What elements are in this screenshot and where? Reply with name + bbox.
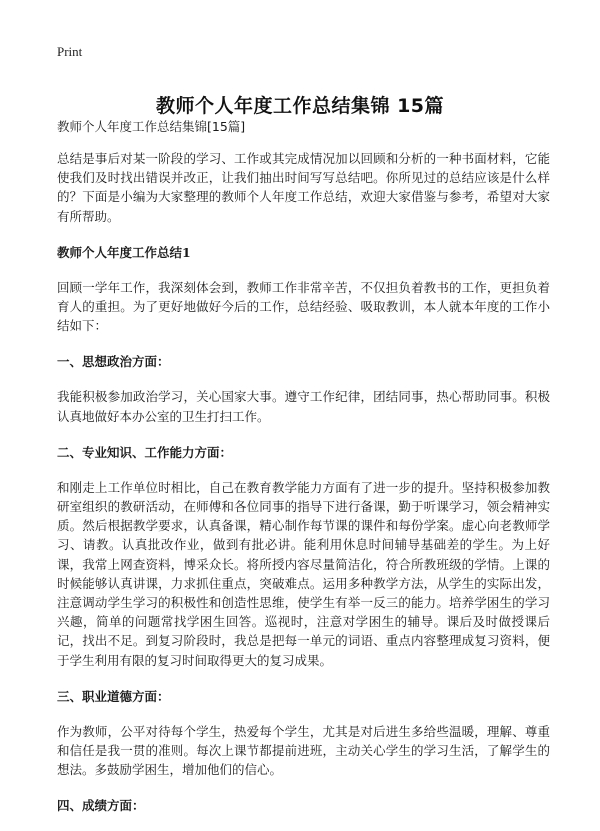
- section-intro-paragraph: 回顾一学年工作，我深刻体会到，教师工作非常辛苦，不仅担负着教书的工作，更担负着育人的重担。为了更好地做好今后的工作，总结经验、吸取教训，本人就本年度的工作小结如下：: [57, 279, 550, 334]
- print-link[interactable]: Print: [57, 44, 83, 59]
- section-title: 教师个人年度工作总结1: [57, 244, 191, 260]
- paragraph-political: 我能积极参加政治学习，关心国家大事。遵守工作纪律，团结同事，热心帮助同事。积极认真地做好本办公室的卫生打扫工作。: [57, 389, 550, 424]
- paragraph-professional: 和刚走上工作单位时相比，自己在教育教学能力方面有了进一步的提升。坚持积极参加教研室组织的教研活动，在师傅和各位同事的指导下进行备课，勤于听课学习，领会精神实质。然后根据教学要求，认真备课，精心制作每节课的课件和每份学案。虚心向老教师学习、请教。认真批改作业，做到有批必讲。能利用休息时间辅导基础差的学生。为上好课，我常上网查资料，博采众长。将所授内容尽量简洁化，符合所教班级的学情。上课的时候能够认真讲课，力求抓住重点，突破难点。运用多种教学方法，从学生的实际出发，注意调动学生学习的积极性和创造性思维，使学生有举一反三的能力。培养学困生的学习兴趣，简单的问题常找学困生回答。巡视时，注意对学困生的辅导。课后及时做授课后记，找出不足。到复习阶段时，我总是把每一单元的词语、重点内容整理成复习资料，便于学生利用有限的复习时间取得更大的复习成果。: [57, 479, 550, 668]
- document-subtitle: 教师个人年度工作总结集锦[15篇]: [57, 119, 246, 134]
- heading-professional: 二、专业知识、工作能力方面：: [57, 444, 233, 460]
- intro-paragraph: 总结是事后对某一阶段的学习、工作或其完成情况加以回顾和分析的一种书面材料，它能使我们及时找出错误并改正，让我们抽出时间写写总结吧。你所见过的总结应该是什么样的？下面是小编为大家整理的教师个人年度工作总结，欢迎大家借鉴与参考，希望对大家有所帮助。: [57, 151, 550, 224]
- page-title: 教师个人年度工作总结集锦 15篇: [155, 94, 445, 117]
- heading-political: 一、思想政治方面：: [57, 354, 170, 370]
- heading-ethics: 三、职业道德方面：: [57, 688, 170, 704]
- document-content: [57, 118, 550, 831]
- paragraph-ethics: 作为教师，公平对待每个学生，热爱每个学生，尤其是对后进生多给些温暖，理解、尊重和信任是我一贯的准则。每次上课节都提前进班，主动关心学生的学习生活，了解学生的想法。多鼓励学困生，增加他们的信心。: [57, 723, 550, 778]
- heading-achievements: 四、成绩方面：: [57, 798, 145, 814]
